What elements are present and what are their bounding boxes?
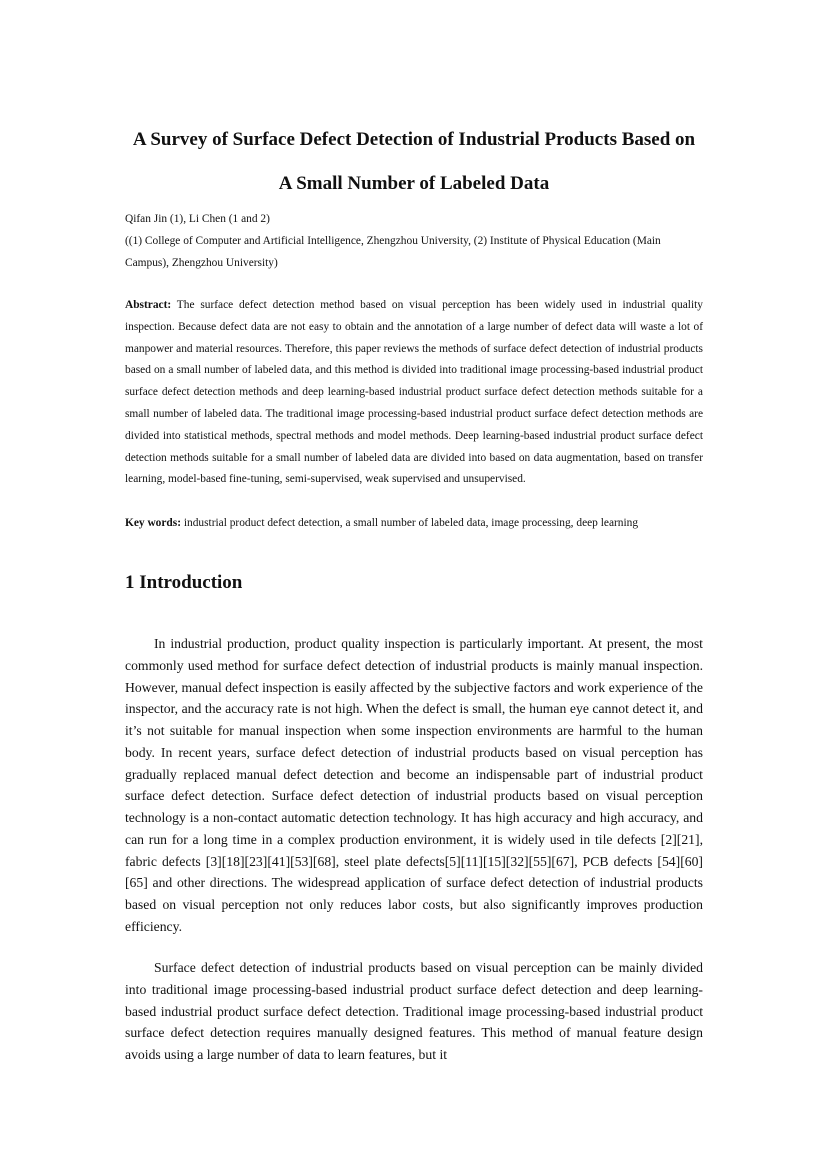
section-heading: 1 Introduction bbox=[125, 572, 243, 593]
abstract-text: The surface defect detection method based on visual perception has been widely used in industrial quality inspection. Because defect data are not easy to obtain and the annotation of a large number of defect data will waste a lot of manpower and material resources. Therefore, this paper reviews the methods of surface defect detection of industrial products based on a small number of labeled data, and this method is divided into traditional image processing-based industrial product surface defect detection methods and deep learning-based industrial product surface defect detection methods suitable for a small number of labeled data. The traditional image processing-based industrial product surface defect detection methods are divided into statistical methods, spectral methods and model methods. Deep learning-based industrial product surface defect detection methods suitable for a small number of labeled data are divided into based on data augmentation, based on transfer learning, model-based fine-tuning, semi-supervised, weak supervised and unsupervised. bbox=[125, 299, 703, 486]
keywords-text: industrial product defect detection, a small number of labeled data, image processing, deep learning bbox=[181, 517, 639, 529]
paper-title-line-1: A Survey of Surface Defect Detection of Industrial Products Based on bbox=[132, 129, 696, 150]
authors-line: Qifan Jin (1), Li Chen (1 and 2) bbox=[125, 213, 270, 225]
keywords-label: Key words: bbox=[125, 517, 181, 529]
body-paragraph: In industrial production, product quality inspection is particularly important. At present, the most commonly used method for surface defect detection of industrial products is mainly manual inspection. However, manual defect inspection is easily affected by the subjective factors and work experience of the inspector, and the accuracy rate is not high. When the defect is small, the human eye cannot detect it, and it’s not suitable for manual inspection when some inspection environments are harmful to the human body. In recent years, surface defect detection of industrial products based on visual perception has gradually replaced manual defect detection and become an indispensable part of industrial product surface defect detection. Surface defect detection of industrial products based on visual perception technology is a non-contact automatic detection technology. It has high accuracy and high accuracy, and can run for a long time in a complex production environment, it is widely used in tile defects [2][21], fabric defects [3][18][23][41][53][68], steel plate defects[5][11][15][32][55][67], PCB defects [54][60][65] and other directions. The widespread application of surface defect detection of industrial products based on visual perception not only reduces labor costs, but also significantly improves production efficiency. bbox=[125, 636, 703, 934]
affiliations-text: ((1) College of Computer and Artificial Intelligence, Zhengzhou University, (2) Institute of Physical Education (Main Campus), Zhengzhou University) bbox=[125, 235, 661, 269]
abstract-label: Abstract: bbox=[125, 299, 172, 311]
body-paragraph: Surface defect detection of industrial products based on visual perception can be mainly divided into traditional image processing-based industrial product surface defect detection and deep learning-based industrial product surface defect detection. Traditional image processing-based industrial product surface defect detection requires manually designed features. This method of manual feature design avoids using a large number of data to learn features, but it bbox=[125, 960, 703, 1062]
abstract-block bbox=[125, 295, 703, 491]
keywords-block bbox=[125, 513, 703, 535]
paper-title-line-2: A Small Number of Labeled Data bbox=[278, 173, 550, 194]
